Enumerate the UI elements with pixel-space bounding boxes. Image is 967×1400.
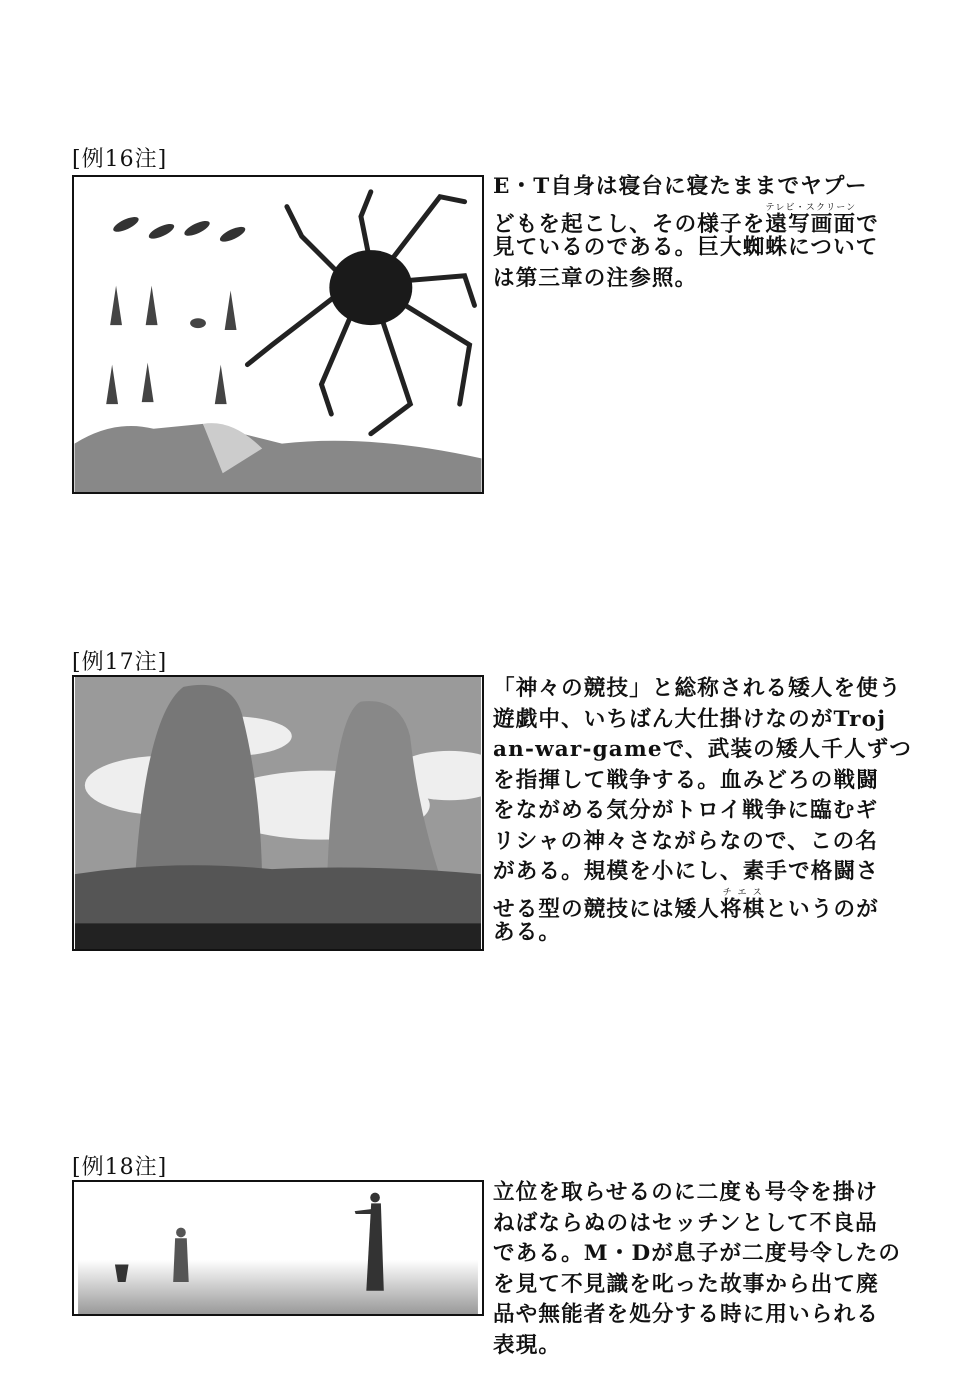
note-line: 品や無能者を処分する時に用いられる — [493, 1302, 879, 1327]
flying-figures — [111, 214, 247, 245]
ruby-base: 将棋 — [720, 896, 766, 922]
note-17-text — [493, 674, 913, 949]
note-line: である。M・Dが息子が二度号令したの — [493, 1241, 902, 1266]
note-line: 表現。 — [493, 1332, 562, 1358]
note-line: an-war-gameで、武装の矮人千人ずつ — [493, 737, 913, 762]
note-line — [493, 887, 893, 922]
spider-body — [329, 250, 412, 325]
floor — [78, 1260, 478, 1314]
note-line: を指揮して戦争する。血みどろの戦闘 — [493, 767, 879, 793]
note-line: は第三章の注参照。 — [493, 265, 698, 291]
note-18-illustration-commander — [72, 1180, 484, 1316]
note-16-illustration-spider — [72, 175, 484, 494]
text-segment: というのが — [765, 896, 879, 922]
note-line: 立位を取らせるのに二度も号令を掛け — [493, 1180, 879, 1205]
gods-illustration — [74, 677, 482, 949]
note-18-text — [493, 1178, 902, 1361]
commander-illustration — [74, 1182, 482, 1314]
bed-cover — [75, 424, 482, 492]
note-line: ねばならぬのはセッチンとして不良品 — [493, 1210, 878, 1236]
army-crowd — [75, 923, 481, 949]
note-line: E・T自身は寝台に寝たままでヤプー — [493, 174, 868, 199]
note-17-illustration-gods — [72, 675, 484, 951]
text-segment: どもを起こし、その様子を — [493, 211, 766, 237]
note-line: 見ているのである。巨大蜘蛛について — [493, 235, 879, 260]
note-line: をながめる気分がトロイ戦争に臨むギ — [493, 798, 879, 823]
note-16-text — [493, 172, 893, 294]
note-17-heading: [例17注] — [72, 650, 168, 675]
note-16-heading: [例16注] — [72, 147, 168, 172]
spider-illustration — [74, 177, 482, 492]
ruby-base: 遠写画面 — [765, 211, 857, 237]
ruby-word — [720, 887, 766, 922]
ruby-reading: テレビ・スクリーン — [765, 202, 857, 213]
standing-dwarf — [173, 1228, 189, 1282]
note-line: 「神々の競技」と総称される矮人を使う — [493, 676, 902, 701]
note-line: ある。 — [493, 920, 562, 945]
note-18-heading: [例18注] — [72, 1155, 168, 1180]
note-line: 遊戯中、いちばん大仕掛けなのがTroj — [493, 706, 887, 732]
note-line: がある。規模を小にし、素手で格闘さ — [493, 859, 879, 884]
note-line: リシャの神々さながらなので、この名 — [493, 828, 879, 854]
ruby-reading: チエス — [720, 887, 766, 898]
standing-figures — [106, 286, 236, 404]
text-segment: で — [856, 211, 879, 237]
text-segment: せる型の競技には矮人 — [493, 896, 721, 922]
note-line — [493, 202, 893, 237]
note-line: を見て不見識を叱った故事から出て廃 — [493, 1271, 879, 1297]
